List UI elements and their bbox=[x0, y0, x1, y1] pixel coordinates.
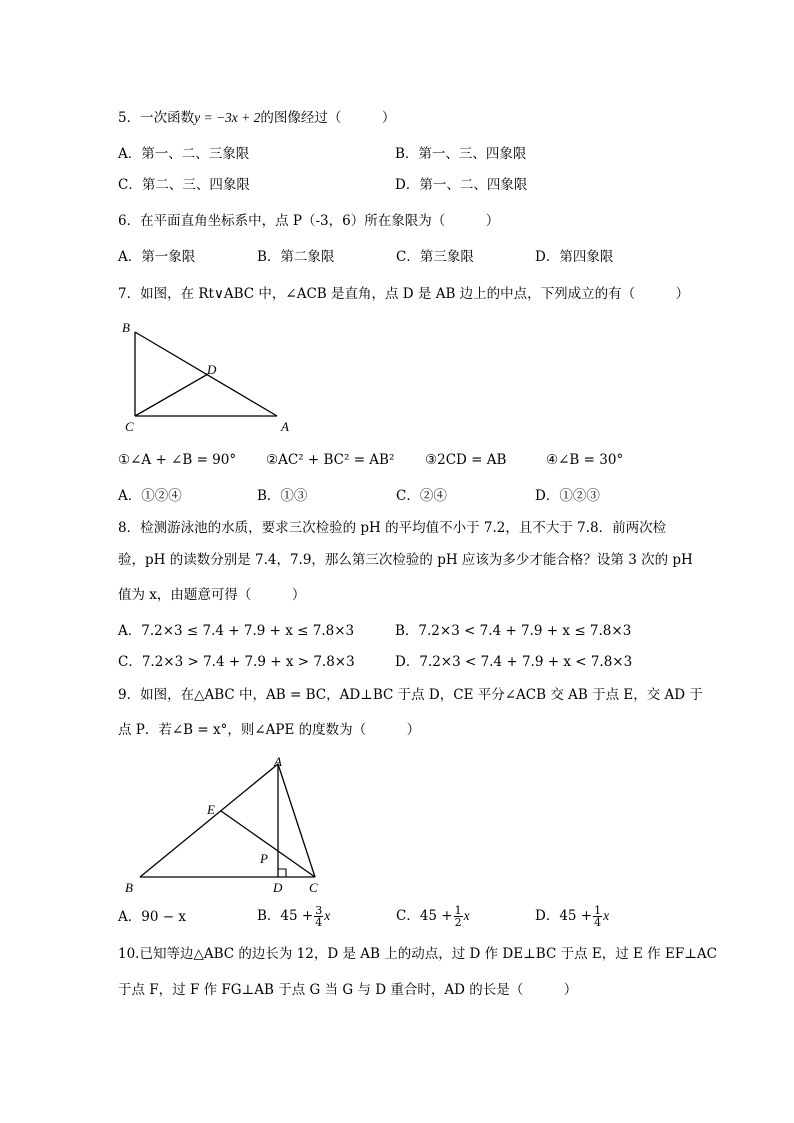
q6-option-d: D．第四象限 bbox=[535, 249, 614, 265]
q10-stem-line1: 10.已知等边△ABC 的边长为 12，D 是 AB 上的动点，过 D 作 DE⊥BC 于点 E，过 E 作 EF⊥AC bbox=[118, 946, 717, 962]
q7-statement-1: ①∠A + ∠B = 90° bbox=[118, 452, 237, 468]
q5-option-d: D．第一、二、四象限 bbox=[395, 177, 528, 193]
q8-option-b: B．7.2×3 < 7.4 + 7.9 + x ≤ 7.8×3 bbox=[395, 623, 632, 639]
q9-option-c-fraction: $\frac{1}{2}$ bbox=[454, 904, 462, 929]
q7-statement-2: ②AC² + BC² = AB² bbox=[266, 452, 395, 468]
q9-option-b: B．45 + $\frac{3}{4}$ x bbox=[257, 904, 331, 929]
q9-label-e: E bbox=[207, 802, 215, 817]
q9-stem-line2: 点 P．若∠B = x°，则∠APE 的度数为（ ） bbox=[118, 722, 421, 738]
q8-stem-line3: 值为 x，由题意可得（ ） bbox=[118, 587, 306, 603]
q6-option-c: C．第三象限 bbox=[396, 249, 474, 265]
q7-label-c: C bbox=[125, 419, 134, 434]
q7-figure bbox=[118, 318, 298, 436]
q6-stem: 6．在平面直角坐标系中，点 P（-3，6）所在象限为（ ） bbox=[118, 213, 500, 229]
q7-option-a: A．①②④ bbox=[118, 488, 182, 504]
q7-option-c: C．②④ bbox=[396, 488, 447, 504]
q7-label-a: A bbox=[281, 419, 289, 434]
q9-label-c: C bbox=[309, 880, 318, 895]
q5-option-c: C．第二、三、四象限 bbox=[118, 177, 250, 193]
q9-label-b: B bbox=[125, 880, 133, 895]
q7-label-d: D bbox=[207, 362, 217, 377]
q6-option-b: B．第二象限 bbox=[257, 249, 335, 265]
q7-label-b: B bbox=[122, 320, 130, 335]
q7-option-d: D．①②③ bbox=[535, 488, 600, 504]
q9-option-c: C．45 + $\frac{1}{2}$ x bbox=[396, 904, 470, 929]
q7-option-b: B．①③ bbox=[257, 488, 308, 504]
q10-stem-line2: 于点 F，过 F 作 FG⊥AB 于点 G 当 G 与 D 重合时，AD 的长是（ ） bbox=[118, 982, 578, 998]
q7-statement-4: ④∠B = 30° bbox=[546, 452, 624, 468]
q9-label-a: A bbox=[274, 754, 282, 769]
q5-option-b: B．第一、三、四象限 bbox=[395, 146, 527, 162]
q9-figure bbox=[118, 752, 333, 897]
q5-option-a: A．第一、二、三象限 bbox=[118, 146, 250, 162]
q7-statement-3: ③2CD = AB bbox=[425, 452, 507, 468]
q9-label-p: P bbox=[260, 851, 268, 866]
q6-option-a: A．第一象限 bbox=[118, 249, 196, 265]
q5-stem: 5．一次函数y = −3x + 2的图像经过（ ） bbox=[118, 110, 396, 126]
q8-option-d: D．7.2×3 < 7.4 + 7.9 + x < 7.8×3 bbox=[395, 654, 633, 670]
q8-stem-line1: 8．检测游泳池的水质，要求三次检验的 pH 的平均值不小于 7.2，且不大于 7.8．前两次检 bbox=[118, 520, 667, 536]
q9-option-d: D．45 + $\frac{1}{4}$ x bbox=[535, 904, 610, 929]
q8-option-a: A．7.2×3 ≤ 7.4 + 7.9 + x ≤ 7.8×3 bbox=[118, 623, 355, 639]
q9-option-b-fraction: $\frac{3}{4}$ bbox=[315, 904, 323, 929]
q9-label-d: D bbox=[273, 880, 283, 895]
q7-stem: 7．如图，在 Rt∨ABC 中，∠ACB 是直角，点 D 是 AB 边上的中点，下列成立的有（ ） bbox=[118, 286, 690, 302]
q9-option-a: A．90 − x bbox=[118, 909, 186, 925]
q8-option-c: C．7.2×3 > 7.4 + 7.9 + x > 7.8×3 bbox=[118, 654, 355, 670]
q9-option-d-fraction: $\frac{1}{4}$ bbox=[594, 904, 602, 929]
q9-stem-line1: 9．如图，在△ABC 中，AB = BC，AD⊥BC 于点 D，CE 平分∠ACB 交 AB 于点 E，交 AD 于 bbox=[118, 687, 703, 703]
q8-stem-line2: 验，pH 的读数分别是 7.4，7.9，那么第三次检验的 pH 应该为多少才能合格？设第 3 次的 pH bbox=[118, 552, 693, 568]
